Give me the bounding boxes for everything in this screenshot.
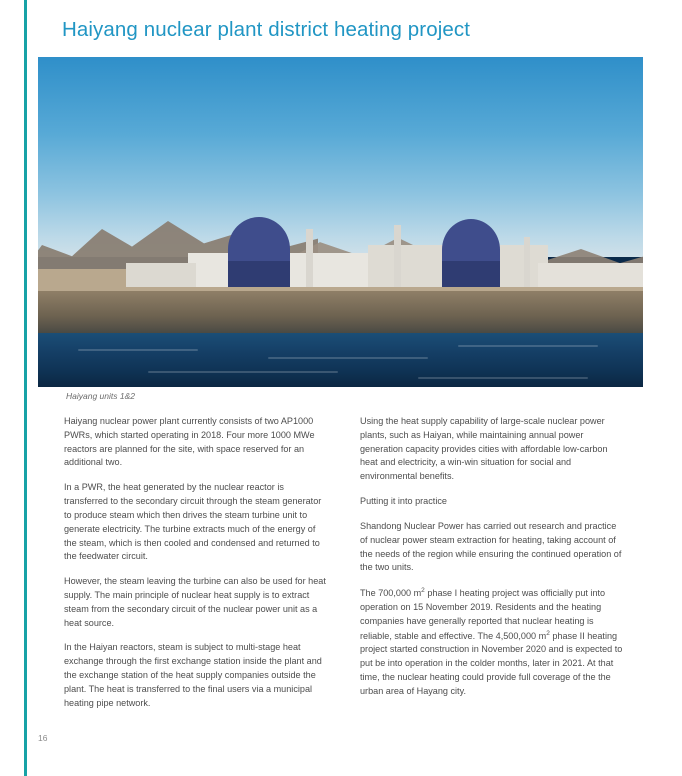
text-part-1: The 700,000 m <box>360 588 422 599</box>
paragraph: In a PWR, the heat generated by the nuclear reactor is transferred to the secondary circuit through the steam generator to produce steam which then drives the steam turbine unit to generate electricity. The turbine extracts much of the energy of the steam, which is then cooled and condensed and returned to the feedwater circuit. <box>64 482 322 562</box>
containment-wall-unit-1 <box>228 261 290 287</box>
section-subheading: Putting it into practice <box>360 496 447 507</box>
wave-line <box>458 345 598 347</box>
wave-line <box>418 377 588 379</box>
left-column <box>64 415 328 721</box>
superscript-unit-1: 2 <box>421 587 425 595</box>
exhaust-stack-far <box>524 237 530 287</box>
paragraph: Haiyang nuclear power plant currently consists of two AP1000 PWRs, which started operating in 2018. Four more 1000 MWe reactors are planned for the site, with space reserved for an additional two. <box>64 416 315 468</box>
exhaust-stack-right <box>394 225 401 287</box>
plant-building-far-right <box>538 263 643 287</box>
text-part-2: phase I heating project was officially put into operation on 15 November 2019. Residents and the heating companies have generally reported that nuclear heating is reliable, stable and effective. The 4,500,000 m <box>360 588 606 641</box>
right-column <box>360 415 624 721</box>
containment-wall-unit-2 <box>442 261 500 287</box>
wave-line <box>78 349 198 351</box>
page-number: 16 <box>38 733 48 743</box>
exhaust-stack-left <box>306 229 313 287</box>
wave-line <box>148 371 338 373</box>
paragraph: Using the heat supply capability of large-scale nuclear power plants, such as Haiyan, while maintaining annual power generation capacity provides cities with affordable low-carbon heat and electricity, a win-win situation for social and environmental benefits. <box>360 416 608 482</box>
page-title: Haiyang nuclear plant district heating project <box>62 18 470 41</box>
paragraph: Shandong Nuclear Power has carried out research and practice of nuclear power steam extraction for heating, taking account of the needs of the region while ensuring the continued operation of the two units. <box>360 520 622 573</box>
text-part-3: phase II heating project started construction in November 2020 and is expected to put be into operation in the colder months, later in 2021. At that time, the nuclear heating could provide full coverage of the the urban area of Hayang city. <box>360 630 623 696</box>
body-columns <box>64 415 624 721</box>
paragraph: However, the steam leaving the turbine can also be used for heat supply. The main principle of nuclear heat supply is to extract steam from the secondary circuit of the nuclear power unit as a heat source. <box>64 576 326 628</box>
paragraph-with-superscripts <box>360 586 624 699</box>
superscript-unit-2: 2 <box>546 629 550 637</box>
sky-region <box>38 57 643 257</box>
left-accent-rule <box>24 0 27 776</box>
shoreline-lower <box>38 291 643 333</box>
paragraph: In the Haiyan reactors, steam is subject to multi-stage heat exchange through the first exchange station inside the plant and the exchange station of the heat supply companies outside the plant. The heat is transferred to the final users via a municipal heating pipe network. <box>64 642 322 708</box>
plant-building-far-left <box>126 263 196 287</box>
haiyang-nuclear-plant-photo <box>38 57 643 387</box>
figure-caption: Haiyang units 1&2 <box>66 391 135 401</box>
wave-line <box>268 357 428 359</box>
